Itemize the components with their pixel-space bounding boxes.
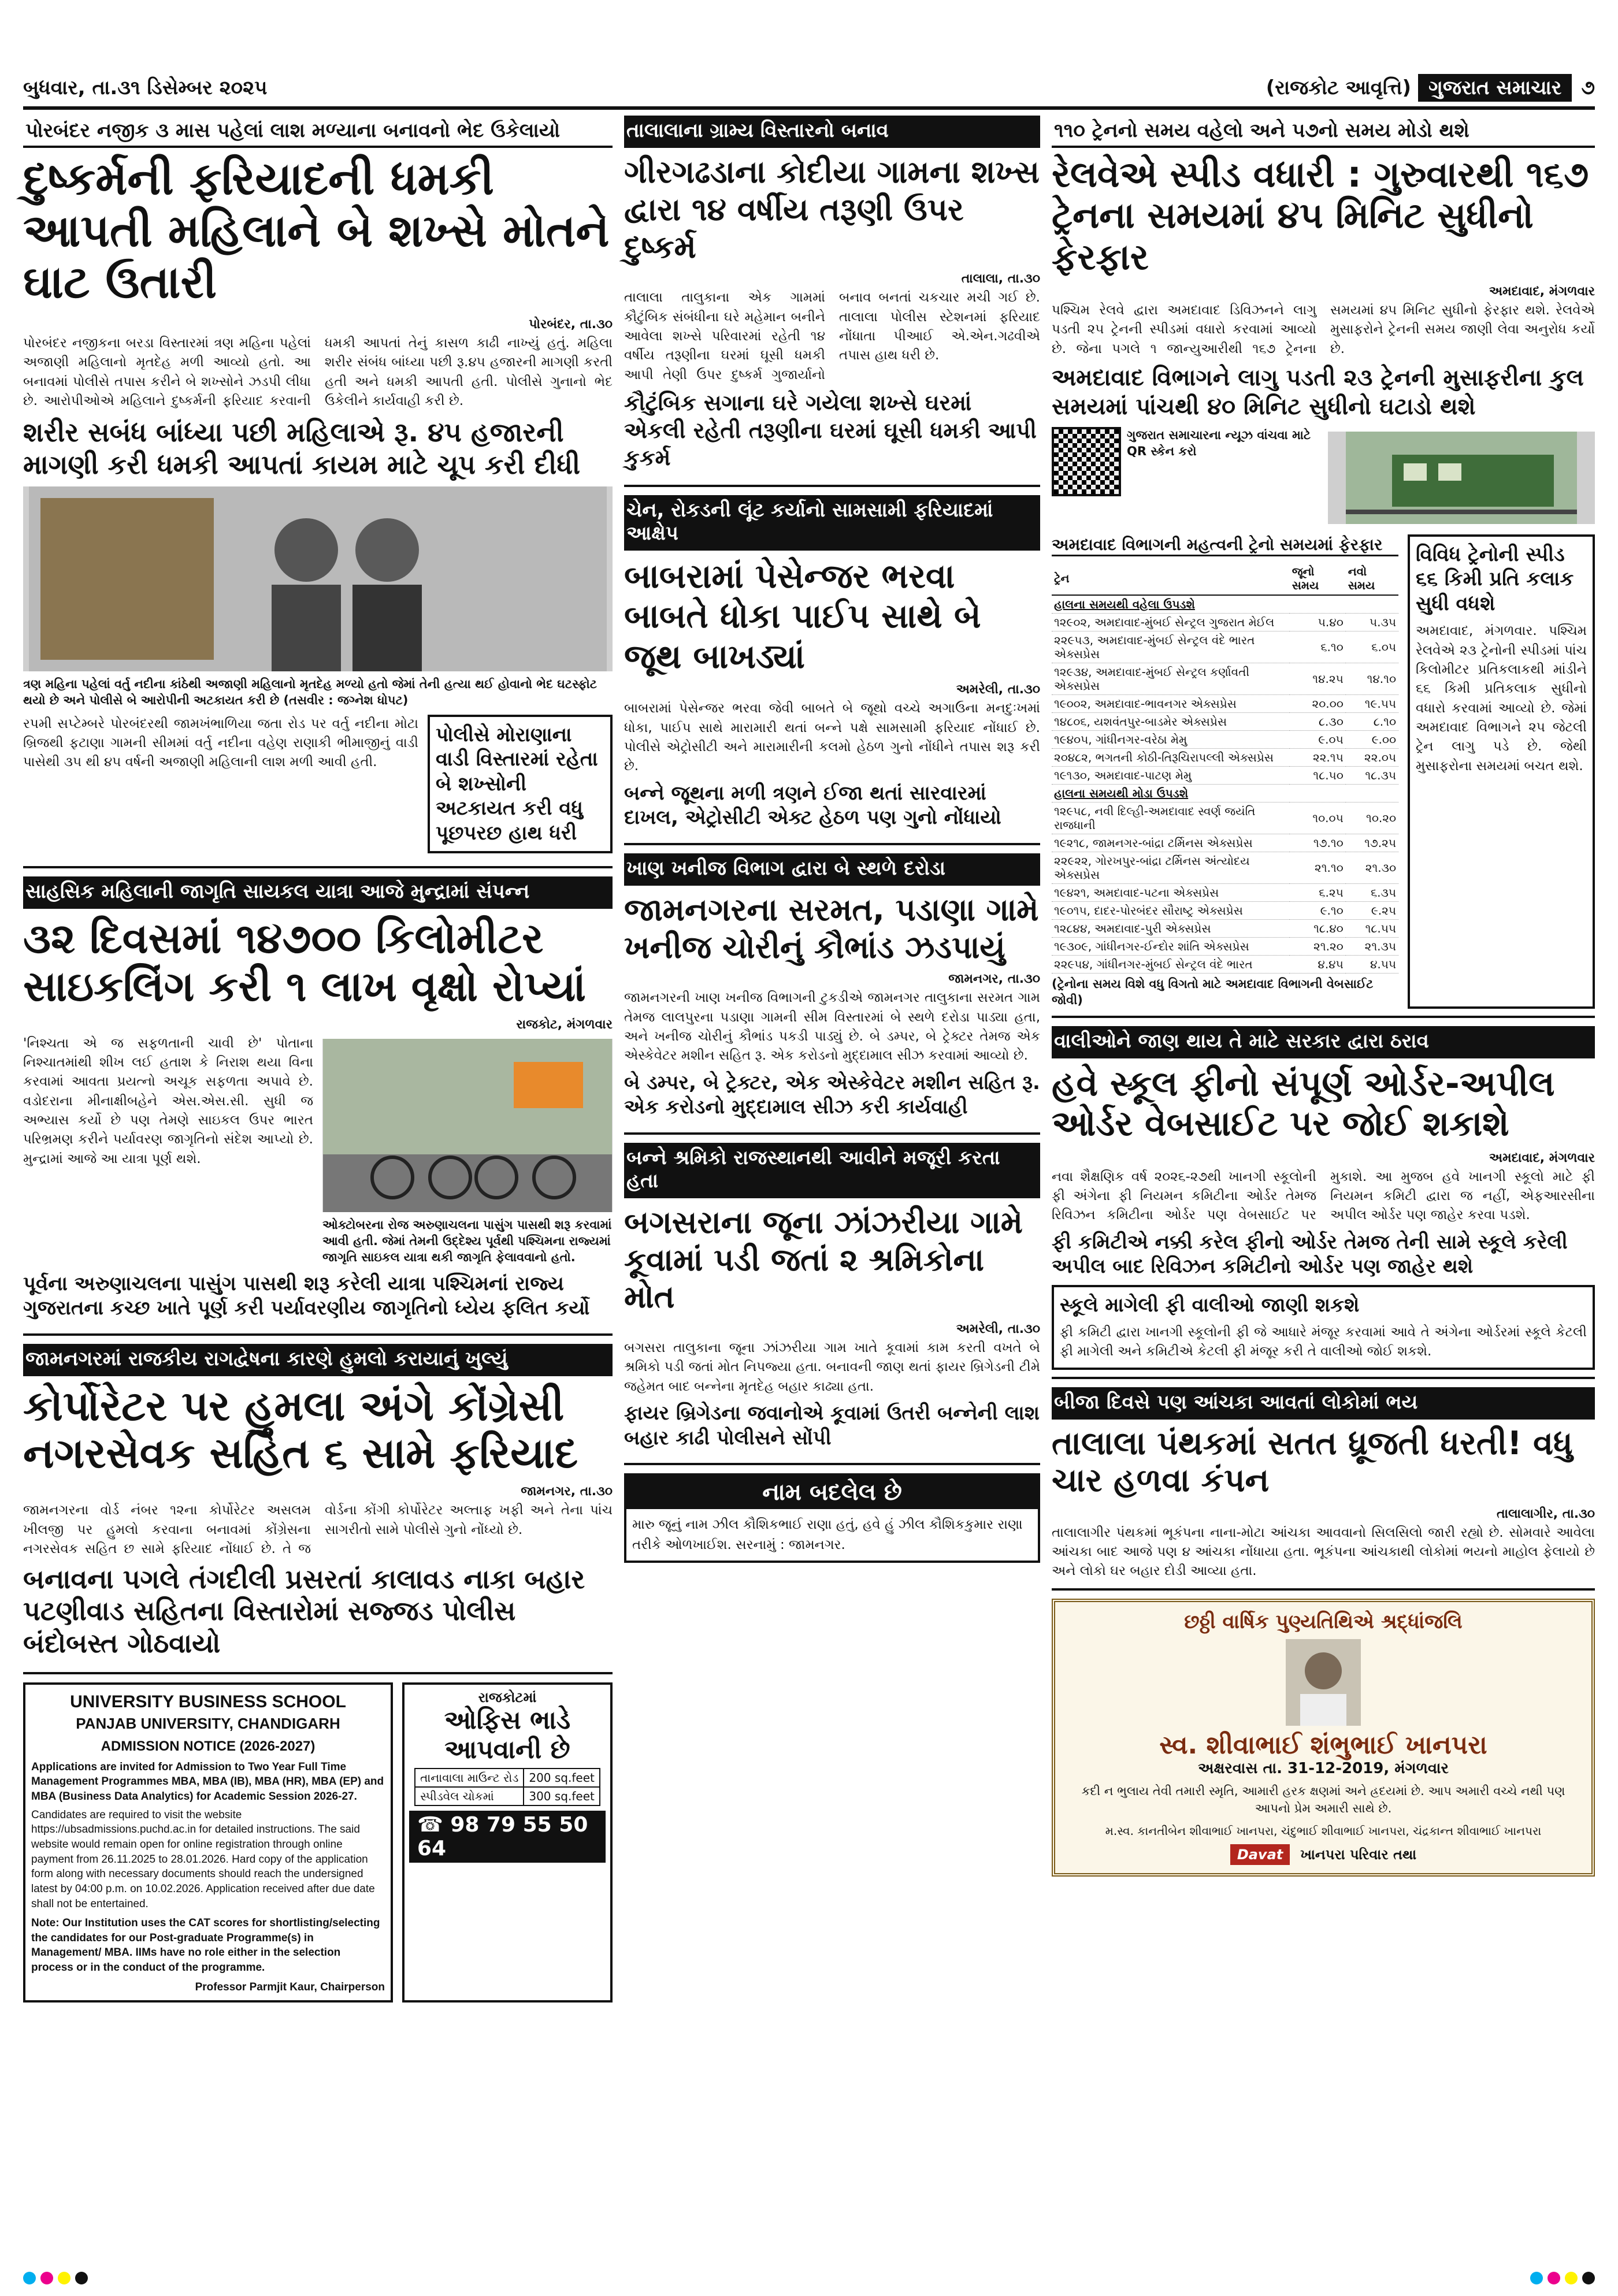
- train-name-cell: ૧૯૧૩૦, અમદાવાદ-પાટણ મેમુ: [1052, 766, 1290, 784]
- train-timetable: [1052, 562, 1398, 974]
- story-dateline: અમદાવાદ, મંગળવાર: [1489, 284, 1595, 299]
- table-row: [1052, 834, 1398, 852]
- ad-note: Note: Our Institution uses the CAT scores for shortlisting/selecting the candidates for our Post-graduate Programme(s) in Management/ MBA. IIMs have no role either in the selection process or in the conduct of the programme.: [31, 1917, 380, 1974]
- story-dateline: રાજકોટ, મંગળવાર: [516, 1017, 613, 1032]
- story-body: પોરબંદર નજીકના બરડા વિસ્તારમાં ત્રણ મહિના પહેલાં અજાણી મહિલાનો મૃતદેહ મળી આવ્યો હતો. આ બનાવમાં પોલીસે તપાસ કરીને બે શખ્સોને ઝડપી લીધા છે. આરોપીઓએ મહિલાને દુષ્કર્મની ફરિયાદ કરવાની ધમકી આપતાં તેનું કાસળ કાઢી નાખ્યું હતું. મહિલા શરીર સંબંધ બાંધ્યા પછી રૂ.૪૫ હજારની માગણી કરતી હતી અને ધમકી આપતી હતી. પોલીસે ગુનાનો ભેદ ઉકેલીને કાર્યવાહી કરી છે.: [23, 336, 613, 409]
- story-dateline: પોરબંદર, તા.૩૦: [529, 317, 613, 332]
- train-name-cell: ૨૦૪૮૨, ભગતની કોઠી-તિરૂચિરાપલ્લી એક્સપ્રેસ: [1052, 748, 1290, 766]
- story-dateline: અમદાવાદ, મંગળવાર: [1489, 1150, 1595, 1165]
- new-time-cell: ૯.૨૫: [1346, 901, 1398, 919]
- ad-name-change: [624, 1473, 1040, 1563]
- story-kicker: બન્ને શ્રમિકો રાજસ્થાનથી આવીને મજૂરી કરતા હતા: [624, 1143, 1040, 1198]
- table-row: [1052, 748, 1398, 766]
- photo-accused-icon: [23, 486, 613, 671]
- railway-sidebox: [1408, 534, 1595, 1009]
- story-headline: હવે સ્કૂલ ફીનો સંપૂર્ણ ઓર્ડર-અપીલ ઓર્ડર વેબસાઈટ પર જોઈ શકાશે: [1052, 1063, 1555, 1144]
- ad-university: [23, 1682, 393, 2003]
- new-time-cell: [1346, 595, 1398, 614]
- story-dateline: જામનગર, તા.૩૦: [948, 972, 1040, 987]
- story-jamnagar-attack: [23, 1344, 613, 1674]
- old-time-cell: ૧૪.૨૫: [1290, 663, 1346, 694]
- sidebox-body: અમદાવાદ, મંગળવાર. પશ્ચિમ રેલવેએ ૨૩ ટ્રેનોની સ્પીડમાં પાંચ કિલોમીટર પ્રતિકલાકથી માંડીને ૬૬ કિમી પ્રતિકલાક સુધીનો વધારો કરવામાં આવ્યો છે. જેમાં અમદાવાદ વિભાગને ૨૫ જેટલી ટ્રેન લાગુ પડે છે. જેથી મુસાફરોના સમયમાં બચત થશે.: [1416, 623, 1587, 774]
- story-body: બગસરા તાલુકાના જૂના ઝાંઝરીયા ગામ ખાતે કૂવામાં કામ કરતી વખતે બે શ્રમિકો પડી જતાં મોત નિપજ્યા હતા. બનાવની જાણ થતાં ફાયર બ્રિગેડની ટીમે જહેમત બાદ બન્નેના મૃતદેહ બહાર કાઢ્યા હતા.: [624, 1340, 1040, 1394]
- obit-name: સ્વ. શીવાભાઈ શંભુભાઈ ખાનપરા: [1159, 1730, 1487, 1760]
- story-subhead: ફી કમિટીએ નક્કી કરેલ ફીનો ઓર્ડર તેમજ તેની સામે સ્કૂલે કરેલી અપીલ બાદ રિવિઝન કમિટીનો ઓર્ડર પણ જાહેર થશે: [1052, 1230, 1568, 1279]
- table-row: [1052, 766, 1398, 784]
- table-row: [1052, 730, 1398, 748]
- table-header: નવો સમય: [1346, 562, 1398, 595]
- old-time-cell: [1290, 784, 1346, 802]
- story-footer: પૂર્વના અરુણાચલના પાસુંગ પાસથી શરૂ કરેલી યાત્રા પશ્ચિમનાં રાજ્ય ગુજરાતના કચ્છ ખાતે પૂર્ણ કરી પર્યાવરણીય જાગૃતિનો ધ્યેય ફલિત કર્યો: [23, 1272, 590, 1320]
- portrait-icon: [1286, 1639, 1361, 1726]
- table-row: [1052, 937, 1398, 955]
- story-body: નવા શૈક્ષણિક વર્ષ ૨૦૨૬-૨૭થી ખાનગી સ્કૂલોની ફી અંગેના ફી નિયમન કમિટીના ઓર્ડર તેમજ રિવિઝન કમિટીના ઓર્ડર પણ વેબસાઈટ પર મુકાશે. આ મુજબ હવે ખાનગી સ્કૂલો માટે ફી નિયમન કમિટી દ્વારા જ નહીં, એફઆરસીના અપીલ ઓર્ડર પણ જાહેર કરવા પડશે.: [1052, 1169, 1595, 1223]
- black-dot-icon: [75, 2272, 88, 2284]
- old-time-cell: ૫.૪૦: [1290, 613, 1346, 631]
- story-earthquake: [1052, 1387, 1595, 1591]
- ad-office-big: ઓફિસ ભાડે આપવાની છે: [444, 1705, 571, 1764]
- column-left: [23, 116, 613, 2003]
- story-box: પોલીસે મોરાણાના વાડી વિસ્તારમાં રહેતા બે શખ્સોની અટકાયત કરી વધુ પૂછપરછ હાથ ધરી: [428, 715, 613, 854]
- ad-office-row: [415, 1769, 600, 1787]
- table-row: [1052, 712, 1398, 730]
- new-time-cell: ૨૨.૦૫: [1346, 748, 1398, 766]
- table-row: [1052, 852, 1398, 883]
- new-time-cell: ૧૪.૧૦: [1346, 663, 1398, 694]
- yellow-dot-icon: [1565, 2272, 1578, 2284]
- photo-caption: ત્રણ મહિના પહેલાં વર્તુ નદીના કાંઠેથી અજાણી મહિલાનો મૃતદેહ મળ્યો હતો જેમાં તેની હત્યા થઈ હોવાનો ભેદ ઘટસ્ફોટ થયો છે અને પોલીસે બે આરોપીની અટકાયત કરી છે (તસવીર : જગ્નેશ ધોપટ): [23, 677, 597, 708]
- story-headline: કોર્પોરેટર પર હુમલા અંગે કોંગ્રેસી નગરસેવક સહિત ૬ સામે ફરિયાદ: [23, 1381, 578, 1478]
- train-photo-icon: [1328, 432, 1595, 524]
- ad-obituary: [1052, 1599, 1595, 1877]
- old-time-cell: ૧૭.૧૦: [1290, 834, 1346, 852]
- story-body: 'નિશ્ચતા એ જ સફળતાની ચાવી છે' પોતાના નિશ્ચાતમાંથી શીખ લઈ હતાશ કે નિરાશ થયા વિના કરવામાં આવતા પ્રયત્નો અચૂક સફળતા અપાવે છે. વડોદરાના મીનાક્ષીબહેને એસ.એસ.સી. સુધી જ અભ્યાસ કર્યો છે પણ તેમણે સાઇકલ ઉપર ભારત પરિભ્રમણ કરીને પર્યાવરણ જાગૃતિનો સંદેશ આપ્યો છે. મુન્દ્રામાં આજે આ યાત્રા પૂર્ણ થશે.: [23, 1035, 313, 1166]
- new-time-cell: [1346, 784, 1398, 802]
- train-name-cell: ૧૯૦૦૨, અમદાવાદ-ભાવનગર એક્સપ્રેસ: [1052, 694, 1290, 712]
- train-photo: [1328, 432, 1595, 524]
- obit-date: અક્ષરવાસ તા. 31-12-2019, મંગળવાર: [1198, 1759, 1449, 1777]
- story-body: બાબરામાં પેસેન્જર ભરવા જેવી બાબતે બે જૂથો વચ્ચે અગાઉના મનદુઃખમાં ધોકા, પાઈપ સાથે મારામારી થતાં બન્ને પક્ષે સામસામી ફરિયાદ નોંધાઈ છે. પોલીસે એટ્રોસીટી અને મારામારીની કલમો હેઠળ ગુનો નોંધીને તપાસ શરૂ કરી છે.: [624, 701, 1040, 774]
- box-head: સ્કૂલે માગેલી ફી વાલીઓ જાણી શકશે: [1060, 1293, 1360, 1317]
- cyclists-photo-icon: [322, 1039, 613, 1212]
- story-kicker: જામનગરમાં રાજકીય રાગદ્વેષના કારણે હુમલો કરાયાનું ખુલ્યું: [23, 1344, 613, 1376]
- table-row: [1052, 883, 1398, 901]
- train-name-cell: ૧૨૮૪૪, અમદાવાદ-પુરી એક્સપ્રેસ: [1052, 919, 1290, 937]
- story-kicker: પોરબંદર નજીક ૩ માસ પહેલાં લાશ મળ્યાના બનાવનો ભેદ ઉકેલાયો: [23, 116, 613, 148]
- table-row: [1052, 919, 1398, 937]
- new-time-cell: ૧૮.૩૫: [1346, 766, 1398, 784]
- train-name-cell: ૧૨૯૫૮, નવી દિલ્હી-અમદાવાદ સ્વર્ણ જયંતિ રાજધાની: [1052, 802, 1290, 834]
- table-header: ટ્રેન: [1052, 562, 1290, 595]
- ad-office-place: સ્પીડવેલ ચોકમાં: [415, 1787, 524, 1805]
- yellow-dot-icon: [58, 2272, 70, 2284]
- story-bagasra: [624, 1143, 1040, 1465]
- registration-marks-left: [23, 2272, 88, 2284]
- old-time-cell: ૨૧.૨૦: [1290, 937, 1346, 955]
- train-name-cell: ૨૨૯૫૩, અમદાવાદ-મુંબઈ સેન્ટ્રલ વંદે ભારત એક્સપ્રેસ: [1052, 631, 1290, 663]
- new-time-cell: ૧૯.૫૫: [1346, 694, 1398, 712]
- cyan-dot-icon: [23, 2272, 36, 2284]
- story-kicker: ૧૧૦ ટ્રેનનો સમય વહેલો અને ૫૭નો સમય મોડો થશે: [1052, 116, 1595, 148]
- story-body: જામનગરની ખાણ ખનીજ વિભાગની ટુકડીએ જામનગર તાલુકાના સરમત ગામ તેમજ લાલપુરના પડાણા ગામની સીમ વિસ્તારમાં બે સ્થળે દરોડા પાડ્યા હતા, અને ખનીજ ચોરીનું કૌભાંડ પકડી પાડ્યું છે. બે ડમ્પર, બે ટ્રેક્ટર તેમજ એક એસ્કેવેટર મશીન સહિત રૂ. એક કરોડનો મુદ્દામાલ સીઝ કરવામાં આવ્યો છે.: [624, 990, 1040, 1064]
- ad-name-change-body: મારુ જૂનું નામ ઝીલ કૌશિકભાઈ રાણા હતું, હવે હું ઝીલ કૌશિકકુમાર રાણા તરીકે ઓળખાઈશ. સરનામું : જામનગર.: [632, 1517, 1023, 1552]
- story-body2-wrap: [23, 715, 613, 860]
- railway-table-wrap: [1052, 534, 1398, 1009]
- old-time-cell: ૧૮.૫૦: [1290, 766, 1346, 784]
- railway-media: [1052, 427, 1595, 529]
- story-jamnagar-mining: [624, 853, 1040, 1135]
- ad-office-place: તાનાવાલા માઉન્ટ રોડ: [415, 1769, 524, 1787]
- school-fee-box: [1052, 1285, 1595, 1370]
- page-number: ૭: [1581, 76, 1595, 99]
- story-headline: બાબરામાં પેસેન્જર ભરવા બાબતે ધોકા પાઈપ સાથે બે જૂથ બાખડ્યાં: [624, 556, 981, 676]
- story-dateline: તાલાલા, તા.૩૦: [961, 272, 1040, 287]
- ad-office: [402, 1682, 613, 2003]
- ad-office-phone: ☎ 98 79 55 50 64: [409, 1811, 606, 1863]
- ad-subtitle: PANJAB UNIVERSITY, CHANDIGARH: [76, 1715, 340, 1733]
- header-right: [1266, 74, 1595, 102]
- story-photo: [322, 1039, 613, 1212]
- story-headline: જામનગરના સરમત, પડાણા ગામે ખનીજ ચોરીનું કૌભાંડ ઝડપાયું: [624, 891, 1039, 965]
- story-kicker: ખાણ ખનીજ વિભાગ દ્વારા બે સ્થળે દરોડા: [624, 853, 1040, 886]
- story-dateline: જામનગર, તા.૩૦: [521, 1484, 613, 1499]
- old-time-cell: ૨૨.૧૫: [1290, 748, 1346, 766]
- new-time-cell: ૬.૩૫: [1346, 883, 1398, 901]
- train-name-cell: ૧૯૪૨૧, અમદાવાદ-પટના એક્સપ્રેસ: [1052, 883, 1290, 901]
- qr-block: [1052, 427, 1319, 529]
- new-time-cell: ૪.૫૫: [1346, 955, 1398, 973]
- story-headline: ૩૨ દિવસમાં ૧૪૭૦૦ કિલોમીટર સાઇકલિંગ કરી ૧ લાખ વૃક્ષો રોપ્યાં: [23, 914, 586, 1010]
- magenta-dot-icon: [1548, 2272, 1560, 2284]
- story-subhead: બે ડમ્પર, બે ટ્રેક્ટર, એક એસ્કેવેટર મશીન સહિત રૂ. એક કરોડનો મુદ્દામાલ સીઝ કરી કાર્યવાહી: [624, 1071, 1040, 1119]
- edition-label: (રાજકોટ આવૃત્તિ): [1266, 76, 1412, 99]
- qr-code-icon: [1052, 427, 1121, 496]
- table-row: [1052, 901, 1398, 919]
- train-name-cell: હાલના સમયથી વહેલા ઉપડશે: [1052, 595, 1290, 614]
- story-subhead: કૌટુંબિક સગાના ઘરે ગયેલા શખ્સે ઘરમાં એકલી રહેતી તરૂણીના ઘરમાં ઘૂસી ધમકી આપી કુકર્મ: [624, 390, 1037, 471]
- ad-office-row: [415, 1787, 600, 1805]
- old-time-cell: ૨૧.૧૦: [1290, 852, 1346, 883]
- story-photo: [23, 486, 613, 671]
- story-subhead: બનાવના પગલે તંગદીલી પ્રસરતાં કાલાવડ નાકા બહાર પટણીવાડ સહિતના વિસ્તારોમાં સજ્જડ પોલીસ બંદોબસ્ત ગોઠવાયો: [23, 1563, 585, 1659]
- train-name-cell: ૧૯૩૦૯, ગાંધીનગર-ઈન્દોર શાંતિ એક્સપ્રેસ: [1052, 937, 1290, 955]
- table-title: અમદાવાદ વિભાગની મહત્વની ટ્રેનો સમયમાં ફેરફાર: [1052, 534, 1398, 556]
- ads-bottom-left: [23, 1682, 613, 2003]
- story-dateline: અમરેલી, તા.૩૦: [956, 1322, 1040, 1337]
- story-kicker: વાલીઓને જાણ થાય તે માટે સરકાર દ્વારા ઠરાવ: [1052, 1026, 1595, 1058]
- old-time-cell: ૬.૧૦: [1290, 631, 1346, 663]
- new-time-cell: ૬.૦૫: [1346, 631, 1398, 663]
- railway-table-area: [1052, 534, 1595, 1009]
- story-kicker: સાહસિક મહિલાની જાગૃતિ સાયકલ યાત્રા આજે મુન્દ્રામાં સંપન્ન: [23, 876, 613, 909]
- table-header: જૂનો સમય: [1290, 562, 1346, 595]
- photo-caption: ઓક્ટોબરના રોજ અરુણાચલના પાસુંગ પાસથી શરૂ કરવામાં આવી હતી. જેમાં તેમની ઉદ્દેશ્ય પૂર્વથી પશ્ચિમના રાજ્યમાં જાગૃતિ સાઇકલ યાત્રા થકી જાગૃતિ ફેલાવવાનો હતો.: [322, 1217, 612, 1265]
- story-body: તાલાલાગીર પંથકમાં ભૂકંપના નાના-મોટા આંચકા આવવાનો સિલસિલો જારી રહ્યો છે. સોમવારે આવેલા આંચકા બાદ આજે પણ ૪ આંચકા નોંધાયા હતા. ભૂકંપના આંચકાથી લોકોમાં ભયનો માહોલ ફેલાયો છે અને લોકો ઘર બહાર દોડી આવ્યા હતા.: [1052, 1525, 1595, 1579]
- story-body: જામનગરના વોર્ડ નંબર ૧૨ના કોર્પોરેટર અસલમ ખીલજી પર હુમલો કરવાના બનાવમાં કોંગ્રેસના નગરસેવક સહિત છ સામે ફરિયાદ નોંધાઈ છે. તે જ વોર્ડના કોંગી કોર્પોરેટર અલ્તાફ ખફી અને તેના પાંચ સાગરીતો સામે પોલીસે ગુનો નોંધ્યો છે.: [23, 1503, 613, 1556]
- story-headline: રેલવેએ સ્પીડ વધારી : ગુરુવારથી ૧૬૭ ટ્રેનના સમયમાં ૪૫ મિનિટ સુધીનો ફેરફાર: [1052, 153, 1589, 278]
- train-name-cell: ૧૨૯૩૪, અમદાવાદ-મુંબઈ સેન્ટ્રલ કર્ણાવતી એક્સપ્રેસ: [1052, 663, 1290, 694]
- story-body: તાલાલા તાલુકાના એક ગામમાં કૌટુંબિક સંબંધીના ઘરે મહેમાન બનીને આવેલા શખ્સે પરિવારમાં રહેતી ૧૪ વર્ષીય તરૂણીના ઘરમાં ઘૂસી ધમકી આપી તેણી ઉપર દુષ્કર્મ ગુજાર્યાનો બનાવ બનતાં ચકચાર મચી ગઈ છે. તાલાલા પોલીસ સ્ટેશનમાં ફરિયાદ નોંધાતા પીઆઈ એ.એન.ગઢવીએ તપાસ હાથ ધરી છે.: [624, 290, 1040, 382]
- old-time-cell: ૨૦.૦૦: [1290, 694, 1346, 712]
- story-railway: [1052, 116, 1595, 1018]
- story-subhead: અમદાવાદ વિભાગને લાગુ પડતી ૨૩ ટ્રેનની મુસાફરીના કુલ સમયમાં પાંચથી ૪૦ મિનિટ સુધીનો ઘટાડો થશે: [1052, 364, 1584, 420]
- new-time-cell: ૯.૦૦: [1346, 730, 1398, 748]
- story-porbandar: [23, 116, 613, 868]
- black-dot-icon: [1582, 2272, 1595, 2284]
- qr-label: ગુજરાત સમાચારના ન્યૂઝ વાંચવા માટે QR સ્કેન કરો: [1127, 428, 1311, 459]
- new-time-cell: ૧૭.૨૫: [1346, 834, 1398, 852]
- ad-title: UNIVERSITY BUSINESS SCHOOL: [70, 1692, 346, 1711]
- story-body2: રપમી સપ્ટેમ્બરે પોરબંદરથી જામખંભાળિયા જતા રોડ પર વર્તુ નદીના મોટા બ્રિજથી ફટાણા ગામની સીમમાં વર્તુ નદીના વહેણ રાણાકી ભીમાજીનું વાડી પાસેથી ૩૫ થી ૪૫ વર્ષની અજાણી મહિલાની લાશ મળી આવી હતી.: [23, 716, 418, 770]
- story-dateline: અમરેલી, તા.૩૦: [956, 682, 1040, 697]
- old-time-cell: ૯.૧૦: [1290, 901, 1346, 919]
- table-row: [1052, 784, 1398, 802]
- obit-photo: [1286, 1639, 1361, 1726]
- obit-family: મ.સ્વ. કાનતીબેન શીવાભાઈ ખાનપરા, ચંદુભાઈ શીવાભાઈ ખાનપરા, ચંદ્રકાન્ત શીવાભાઈ ખાનપરા: [1105, 1823, 1542, 1838]
- ad-notice: ADMISSION NOTICE (2026-2027): [101, 1738, 316, 1755]
- new-time-cell: ૨૧.૩૦: [1346, 852, 1398, 883]
- story-headline: બગસરાના જૂના ઝાંઝરીયા ગામે કૂવામાં પડી જતાં ૨ શ્રમિકોના મોત: [624, 1203, 1023, 1316]
- train-name-cell: હાલના સમયથી મોડા ઉપડશે: [1052, 784, 1290, 802]
- cyan-dot-icon: [1530, 2272, 1543, 2284]
- story-cycle: [23, 876, 613, 1336]
- story-kicker: તાલાલાના ગ્રામ્ય વિસ્તારનો બનાવ: [624, 116, 1040, 148]
- story-kicker: બીજા દિવસે પણ આંચકા આવતાં લોકોમાં ભય: [1052, 1387, 1595, 1420]
- old-time-cell: ૬.૨૫: [1290, 883, 1346, 901]
- ad-name-change-head: નામ બદલેલ છે: [626, 1476, 1038, 1509]
- ad-office-table: [414, 1768, 600, 1806]
- story-body: પશ્ચિમ રેલવે દ્વારા અમદાવાદ ડિવિઝનને લાગુ પડતી ૨૫ ટ્રેનની સ્પીડમાં વધારો કરવામાં આવ્યો છે. જેના પગલે ૧ જાન્યુઆરીથી ૧૬૭ ટ્રેનના સમયમાં ૪૫ મિનિટ સુધીનો ફેરફાર થશે. રેલવેએ મુસાફરોને ટ્રેનની સમય જાણી લેવા અનુરોધ કર્યો છે.: [1052, 302, 1595, 356]
- story-subhead: ફાયર બ્રિગેડના જવાનોએ કૂવામાં ઉતરી બન્નેની લાશ બહાર કાઢી પોલીસને સોંપી: [624, 1402, 1040, 1450]
- new-time-cell: ૮.૧૦: [1346, 712, 1398, 730]
- table-row: [1052, 955, 1398, 973]
- ad-text: Applications are invited for Admission to Two Year Full Time Management Programmes MBA, MBA (IB), MBA (HR), MBA (EP) and MBA (Business Data Analytics) for Academic Session 2026-27.: [31, 1760, 384, 1803]
- story-photo-wrap: [322, 1034, 613, 1266]
- box-body: ફી કમિટી દ્વારા ખાનગી સ્કૂલોની ફી જે આધારે મંજૂર કરવામાં આવે તે અંગેના ઓર્ડરમાં સ્કૂલે કેટલી ફી માગેલી અને કમિટીએ કેટલી ફી મંજૂર કરી તે વાલીઓ જોઈ શકશે.: [1060, 1325, 1587, 1359]
- train-name-cell: ૧૯૨૧૮, જામનગર-બાંદ્રા ટર્મિનસ એક્સપ્રેસ: [1052, 834, 1290, 852]
- story-school-fee: [1052, 1026, 1595, 1379]
- new-time-cell: ૨૧.૩૫: [1346, 937, 1398, 955]
- ad-signature: Professor Parmjit Kaur, Chairperson: [195, 1981, 385, 1993]
- train-name-cell: ૧૨૯૦૨, અમદાવાદ-મુંબઈ સેન્ટ્રલ ગુજરાત મેઈલ: [1052, 613, 1290, 631]
- table-row: [1052, 631, 1398, 663]
- old-time-cell: [1290, 595, 1346, 614]
- old-time-cell: ૯.૦૫: [1290, 730, 1346, 748]
- old-time-cell: ૪.૪૫: [1290, 955, 1346, 973]
- ad-office-size: 300 sq.feet: [524, 1787, 600, 1805]
- table-body: [1052, 595, 1398, 974]
- new-time-cell: ૧૮.૫૫: [1346, 919, 1398, 937]
- ad-text2: Candidates are required to visit the website https://ubsadmissions.puchd.ac.in for detailed instructions. The said website would remain open for online registration through online payment from 26.11.2025 to 28.01.2026. Hard copy of the application form along with necessary documents should reach the undersigned latest by 04:00 p.m. on 10.02.2026. Application received after due date shall not be entertained.: [31, 1808, 375, 1910]
- newspaper-brand: ગુજરાત સમાચાર: [1418, 74, 1572, 102]
- train-name-cell: ૧૯૦૧૫, દાદર-પોરબંદર સૌરાષ્ટ્ર એક્સપ્રેસ: [1052, 901, 1290, 919]
- davat-logo: Davat: [1230, 1844, 1290, 1865]
- new-time-cell: ૫.૩૫: [1346, 613, 1398, 631]
- ad-office-size: 200 sq.feet: [524, 1769, 600, 1787]
- phone-number: 98 79 55 50 64: [417, 1812, 588, 1860]
- table-row: [1052, 802, 1398, 834]
- issue-date: બુધવાર, તા.૩૧ ડિસેમ્બર ૨૦૨૫: [23, 76, 268, 99]
- train-name-cell: ૨૨૯૨૨, ગોરખપુર-બાંદ્રા ટર્મિનસ અંત્યોદય એક્સપ્રેસ: [1052, 852, 1290, 883]
- obit-title: છઠ્ઠી વાર્ષિક પુણ્યતિથિએ શ્રદ્ધાંજલિ: [1184, 1610, 1463, 1633]
- sidebox-head: વિવિધ ટ્રેનોની સ્પીડ ૬૬ કિમી પ્રતિ કલાક સુધી વધશે: [1416, 543, 1574, 615]
- story-subhead: બન્ને જૂથના મળી ત્રણને ઈજા થતાં સારવારમાં દાખલ, એટ્રોસીટી એક્ટ હેઠળ પણ ગુનો નોંધાયો: [624, 781, 1001, 830]
- train-name-cell: ૧૯૪૦૫, ગાંધીનગર-વરેઠા મેમુ: [1052, 730, 1290, 748]
- story-subhead: શરીર સબંધ બાંધ્યા પછી મહિલાએ રૂ. ૪૫ હજારની માગણી કરી ધમકી આપતાં કાયમ માટે ચૂપ કરી દીધી: [23, 417, 581, 480]
- table-row: [1052, 663, 1398, 694]
- magenta-dot-icon: [40, 2272, 53, 2284]
- table-row: [1052, 694, 1398, 712]
- story-headline: ગીરગઢડાના કોદીયા ગામના શખ્સ દ્વારા ૧૪ વર્ષીય તરૂણી ઉપર દુષ્કર્મ: [624, 154, 1040, 265]
- story-cycle-body: [23, 1034, 613, 1266]
- train-name-cell: ૧૪૮૦૬, યશવંતપુર-બાડમેર એક્સપ્રેસ: [1052, 712, 1290, 730]
- story-talala: [624, 116, 1040, 487]
- train-name-cell: ૨૨૯૫૪, ગાંધીનગર-મુંબઈ સેન્ટ્રલ વંદે ભારત: [1052, 955, 1290, 973]
- ad-office-top: રાજકોટમાં: [478, 1689, 537, 1706]
- column-right: [1052, 116, 1595, 1877]
- table-row: [1052, 595, 1398, 614]
- obit-verse: કદી ન ભુલાય તેવી તમારી સ્મૃતિ, આમારી હરક ક્ષણમાં અને હ્રદયમાં છે. આપ અમારી વચ્ચે નથી પણ આપનો પ્રેમ અમારી સાથે છે.: [1081, 1784, 1565, 1816]
- story-headline: દુષ્કર્મની ફરિયાદની ધમકી આપતી મહિલાને બે શખ્સે મોતને ઘાટ ઉતારી: [23, 153, 610, 309]
- table-row: [1052, 613, 1398, 631]
- story-dateline: તાલાલાગીર, તા.૩૦: [1497, 1506, 1595, 1521]
- page-header: [23, 69, 1595, 110]
- table-note: (ટ્રેનોના સમય વિશે વધુ વિગતો માટે અમદાવાદ વિભાગની વેબસાઈટ જોવી): [1052, 976, 1374, 1008]
- story-babra: [624, 495, 1040, 845]
- story-kicker: ચેન, રોકડની લૂંટ કર્યાનો સામસામી ફરિયાદમાં આક્ષેપ: [624, 495, 1040, 551]
- story-headline: તાલાલા પંથકમાં સતત ધ્રૂજતી ધરતી! વધુ ચાર હળવા કંપન: [1052, 1424, 1573, 1500]
- old-time-cell: ૧૦.૦૫: [1290, 802, 1346, 834]
- new-time-cell: ૧૦.૨૦: [1346, 802, 1398, 834]
- old-time-cell: ૧૮.૪૦: [1290, 919, 1346, 937]
- old-time-cell: ૮.૩૦: [1290, 712, 1346, 730]
- table-header-row: [1052, 562, 1398, 595]
- column-middle: [624, 116, 1040, 1563]
- registration-marks-right: [1530, 2272, 1595, 2284]
- obit-foot-text: ખાનપરા પરિવાર તથા: [1300, 1846, 1417, 1863]
- obit-footer: [1063, 1844, 1583, 1865]
